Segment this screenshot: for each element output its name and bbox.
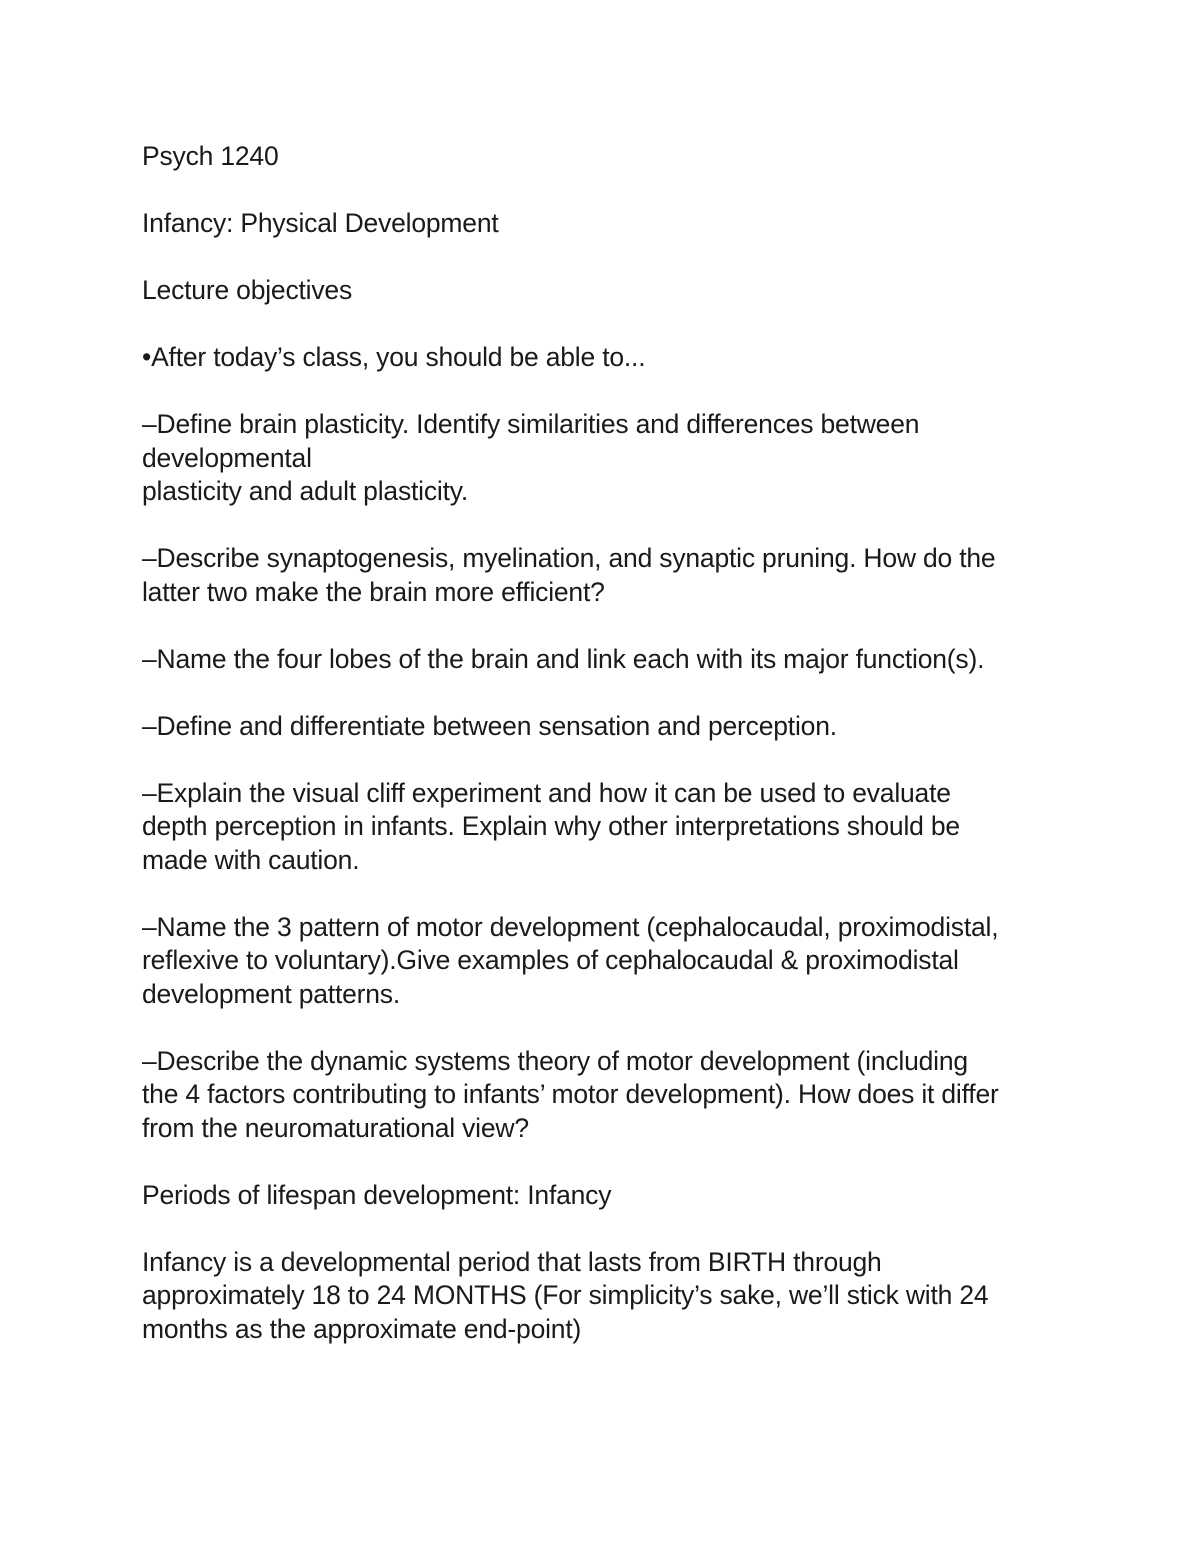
lecture-title: Infancy: Physical Development	[142, 208, 499, 238]
objective-line: –Define brain plasticity. Identify similarities and differences between	[142, 409, 920, 439]
objective-line: latter two make the brain more efficient?	[142, 576, 605, 607]
objectives-intro: •After today’s class, you should be able to...	[142, 342, 646, 372]
objective-line: –Name the four lobes of the brain and link each with its major function(s).	[142, 643, 985, 674]
document-body	[142, 140, 1057, 1380]
objective-item	[142, 542, 1057, 609]
objectives-heading: Lecture objectives	[142, 275, 352, 305]
objective-line: the 4 factors contributing to infants’ motor development). How does it differ	[142, 1079, 999, 1109]
definition-line: months as the approximate end-point)	[142, 1313, 582, 1344]
objective-line: from the neuromaturational view?	[142, 1112, 529, 1143]
objective-line: –Define and differentiate between sensation and perception.	[142, 710, 837, 741]
infancy-definition	[142, 1246, 1057, 1347]
objective-item	[142, 1045, 1057, 1146]
objective-line: depth perception in infants. Explain why other interpretations should be	[142, 811, 960, 841]
objective-line: reflexive to voluntary).Give examples of cephalocaudal & proximodistal	[142, 945, 959, 975]
objective-line: developmental	[142, 442, 312, 473]
section-heading: Periods of lifespan development: Infancy	[142, 1179, 612, 1210]
objective-item	[142, 643, 1057, 677]
objective-line: –Describe synaptogenesis, myelination, and synaptic pruning. How do the	[142, 543, 996, 573]
objective-line: development patterns.	[142, 978, 401, 1009]
objective-line: –Explain the visual cliff experiment and how it can be used to evaluate	[142, 777, 951, 808]
objective-item	[142, 911, 1057, 1012]
course-title: Psych 1240	[142, 141, 279, 171]
definition-line: approximately 18 to 24 MONTHS (For simplicity’s sake, we’ll stick with 24	[142, 1280, 989, 1310]
objective-item	[142, 408, 1057, 509]
objective-item	[142, 777, 1057, 878]
objective-line: –Name the 3 pattern of motor development (cephalocaudal, proximodistal,	[142, 911, 999, 942]
objective-line: –Describe the dynamic systems theory of motor development (including	[142, 1045, 968, 1076]
objective-line: plasticity and adult plasticity.	[142, 476, 468, 506]
objective-line: made with caution.	[142, 844, 360, 875]
definition-line: Infancy is a developmental period that lasts from BIRTH through	[142, 1246, 882, 1277]
objective-item	[142, 710, 1057, 744]
